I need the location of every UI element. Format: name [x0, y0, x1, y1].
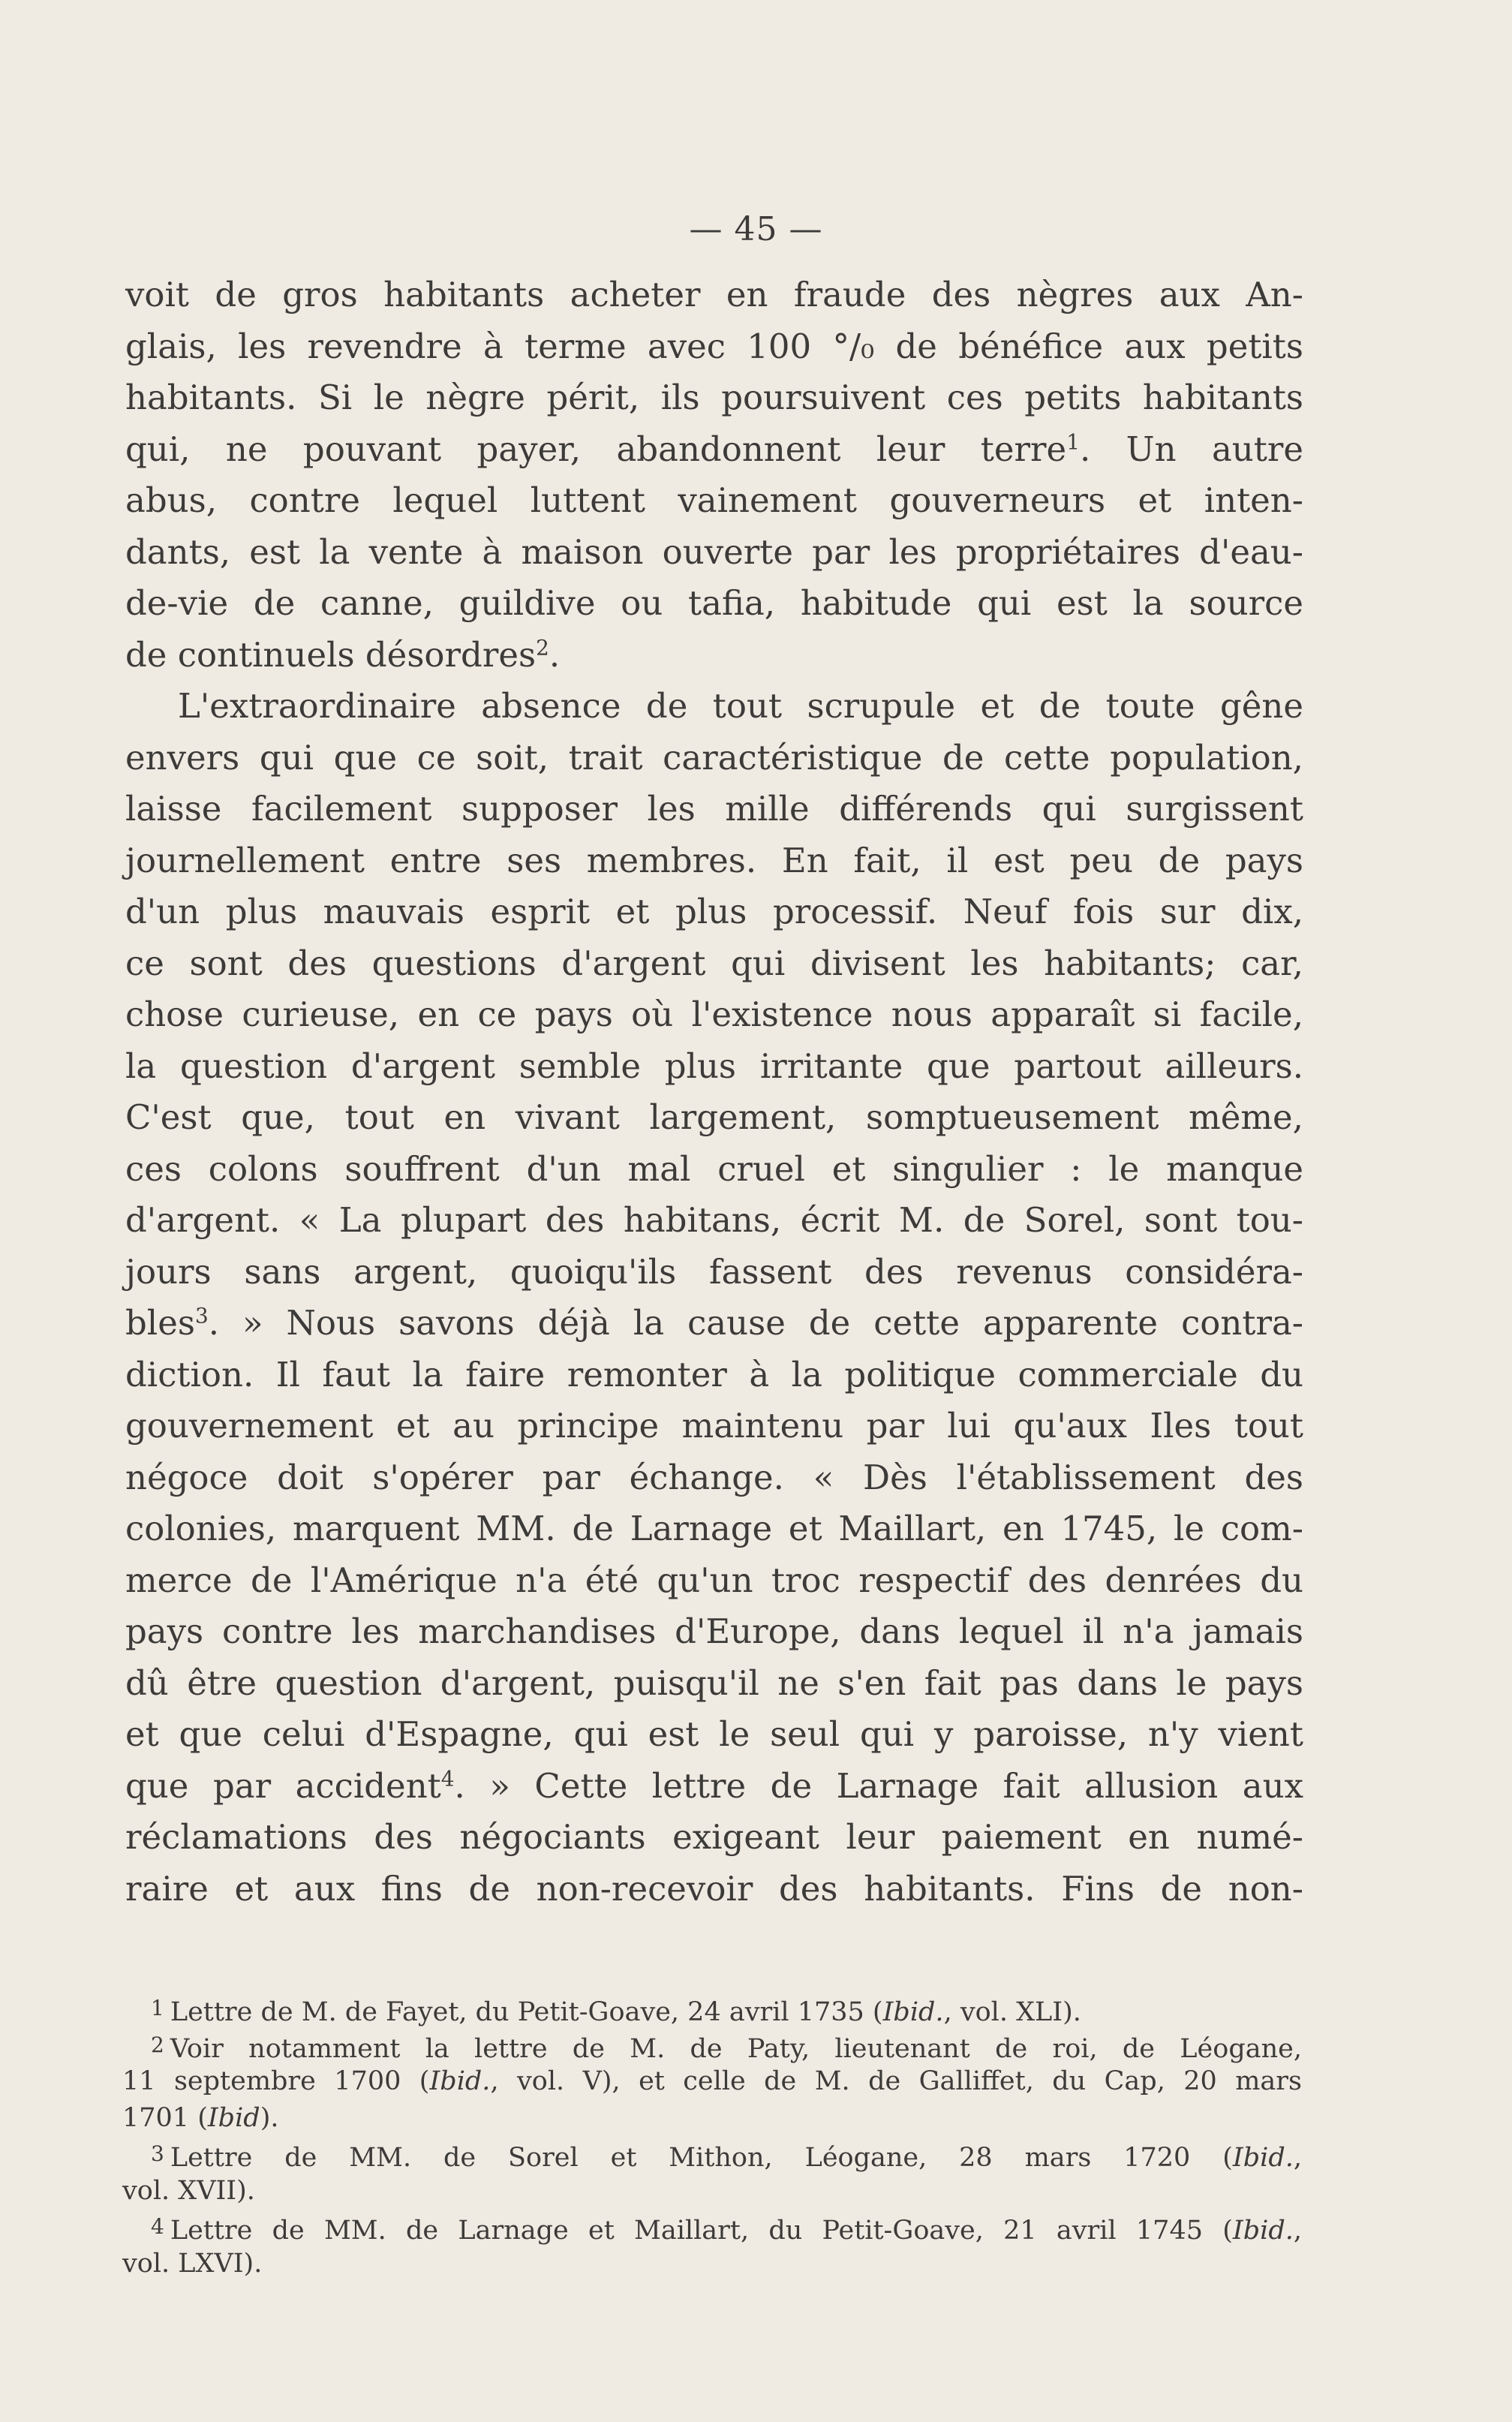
main-text — [125, 269, 1303, 1915]
footnote-line — [122, 2136, 1302, 2173]
line-text: dants, est la vente à maison ouverte par les propriétaires d'eau- — [125, 531, 1303, 572]
line-text: colonies, marquent MM. de Larnage et Maillart, en 1745, le com- — [125, 1509, 1303, 1548]
text-line — [125, 938, 1303, 990]
line-text: abus, contre lequel luttent vainement gouverneurs et inten- — [125, 480, 1303, 520]
footnote-ibid: Ibid. — [1232, 2216, 1294, 2246]
footnote-text: vol. XVII). — [122, 2175, 255, 2206]
text-line — [125, 1658, 1303, 1710]
footnotes — [122, 1990, 1302, 2282]
text-line — [125, 835, 1303, 887]
footnote-line — [122, 2063, 1302, 2100]
line-text: chose curieuse, en ce pays où l'existence nous apparaît si facile, — [125, 994, 1303, 1034]
line-text: de-vie de canne, guildive ou tafia, habitude qui est la source — [125, 583, 1303, 623]
text-line — [125, 578, 1303, 630]
text-line — [125, 1452, 1303, 1504]
line-text: merce de l'Amérique n'a été qu'un troc respectif des denrées du — [125, 1560, 1303, 1600]
text-line — [125, 886, 1303, 938]
text-line — [125, 784, 1303, 835]
text-line — [125, 1092, 1303, 1144]
footnote-ref: 2 — [536, 635, 549, 660]
footnote-text-after: , — [1293, 2143, 1302, 2173]
line-text-after: . » Nous savons déjà la cause de cette apparente contra- — [208, 1303, 1303, 1343]
footnote-text-after: , vol. V), et celle de M. de Galliffet, du Cap, 20 mars — [490, 2066, 1302, 2096]
text-line — [125, 1401, 1303, 1452]
text-line — [125, 1503, 1303, 1555]
footnote-text-after: , vol. XLI). — [943, 1997, 1081, 2027]
text-line — [125, 1812, 1303, 1864]
text-line — [125, 1298, 1303, 1349]
line-text: qui, ne pouvant payer, abandonnent leur terre — [125, 429, 1067, 469]
line-text: gouvernement et au principe maintenu par lui qu'aux Iles tout — [125, 1406, 1303, 1446]
line-text: diction. Il faut la faire remonter à la politique commerciale du — [125, 1354, 1303, 1395]
footnote-text: Lettre de MM. de Sorel et Mithon, Léogane, 28 mars 1720 ( — [170, 2143, 1233, 2173]
footnote-text: Lettre de M. de Fayet, du Petit-Goave, 24 avril 1735 ( — [170, 1997, 883, 2027]
footnote-number: 3 — [151, 2141, 164, 2166]
text-line — [125, 269, 1303, 321]
text-line — [125, 1555, 1303, 1607]
text-line — [125, 372, 1303, 424]
footnote-line — [122, 1990, 1302, 2027]
line-text: négoce doit s'opérer par échange. « Dès l'établissement des — [125, 1457, 1303, 1497]
footnote-line — [122, 2100, 1302, 2137]
footnote-text: 1701 ( — [122, 2102, 208, 2133]
line-text: C'est que, tout en vivant largement, somptueusement même, — [125, 1097, 1303, 1137]
text-line — [125, 527, 1303, 579]
line-text: bles — [125, 1303, 195, 1343]
text-line — [125, 1041, 1303, 1093]
line-text: ce sont des questions d'argent qui divisent les habitants; car, — [125, 943, 1303, 983]
line-text: pays contre les marchandises d'Europe, dans lequel il n'a jamais — [125, 1611, 1303, 1651]
footnote-number: 1 — [151, 1996, 164, 2020]
footnote-line — [122, 2173, 1302, 2210]
line-text: que par accident — [125, 1765, 441, 1806]
text-line — [125, 475, 1303, 527]
line-text: laisse facilement supposer les mille différends qui surgissent — [125, 789, 1303, 829]
line-text: de continuels désordres — [125, 634, 537, 675]
line-text: L'extraordinaire absence de tout scrupule et de toute gêne — [178, 686, 1303, 726]
footnote-ref: 3 — [194, 1303, 209, 1328]
line-text: d'argent. « La plupart des habitans, écrit M. de Sorel, sont tou- — [125, 1200, 1303, 1240]
text-line — [125, 424, 1303, 476]
footnote-ibid: Ibid. — [882, 1997, 944, 2027]
line-text: ces colons souffrent d'un mal cruel et singulier : le manque — [125, 1148, 1303, 1189]
line-text: la question d'argent semble plus irritante que partout ailleurs. — [125, 1046, 1303, 1086]
footnote-line — [122, 2246, 1302, 2282]
line-text: habitants. Si le nègre périt, ils poursuivent ces petits habitants — [125, 378, 1303, 417]
text-line — [125, 1761, 1303, 1813]
footnote-text: vol. LXVI). — [122, 2248, 263, 2279]
footnote-ref: 1 — [1066, 429, 1080, 455]
line-text: et que celui d'Espagne, qui est le seul qui y paroisse, n'y vient — [125, 1714, 1303, 1754]
line-text: glais, les revendre à terme avec 100 °/₀ de bénéfice aux petits — [125, 326, 1303, 366]
text-line — [125, 1144, 1303, 1196]
footnote-ibid: Ibid — [207, 2102, 260, 2133]
line-text: voit de gros habitants acheter en fraude des nègres aux An- — [125, 275, 1303, 314]
line-text: jours sans argent, quoiqu'ils fassent des revenus considéra- — [125, 1251, 1303, 1292]
footnote-text: Lettre de MM. de Larnage et Maillart, du Petit-Goave, 21 avril 1745 ( — [170, 2216, 1233, 2246]
text-line — [125, 733, 1303, 784]
line-text: dû être question d'argent, puisqu'il ne s'en fait pas dans le pays — [125, 1662, 1303, 1703]
footnote-number: 2 — [151, 2032, 164, 2057]
footnote-text: 11 septembre 1700 ( — [122, 2066, 430, 2096]
footnote-ref: 4 — [440, 1766, 455, 1792]
footnote-text-after: ). — [260, 2102, 279, 2133]
footnote-ibid: Ibid. — [1232, 2143, 1294, 2173]
line-text: raire et aux fins de non-recevoir des habitants. Fins de non- — [125, 1868, 1303, 1909]
footnote-line — [122, 2209, 1302, 2246]
line-text-after: . » Cette lettre de Larnage fait allusion aux — [454, 1765, 1303, 1806]
footnote-text-after: , — [1293, 2216, 1302, 2246]
footnote-number: 4 — [151, 2214, 164, 2239]
text-line — [125, 1349, 1303, 1401]
text-line — [125, 1606, 1303, 1658]
page-number: — 45 — — [689, 210, 823, 248]
text-line — [125, 1247, 1303, 1298]
text-line — [125, 1709, 1303, 1761]
text-line — [125, 989, 1303, 1041]
line-text: journellement entre ses membres. En fait, il est peu de pays — [125, 840, 1303, 880]
footnote-text: Voir notamment la lettre de M. de Paty, lieutenant de roi, de Léogane, — [170, 2033, 1302, 2064]
text-line — [125, 1195, 1303, 1247]
text-line — [125, 1864, 1303, 1915]
footnote-ibid: Ibid. — [429, 2066, 491, 2096]
text-line — [125, 630, 1303, 681]
text-line — [125, 681, 1303, 733]
text-line — [125, 321, 1303, 373]
line-text-after: . Un autre — [1079, 429, 1303, 469]
line-text: réclamations des négociants exigeant leur paiement en numé- — [125, 1817, 1303, 1857]
line-text-after: . — [549, 634, 561, 675]
footnote-line — [122, 2027, 1302, 2064]
line-text: envers qui que ce soit, trait caractéristique de cette population, — [125, 737, 1303, 778]
line-text: d'un plus mauvais esprit et plus processif. Neuf fois sur dix, — [125, 892, 1303, 931]
